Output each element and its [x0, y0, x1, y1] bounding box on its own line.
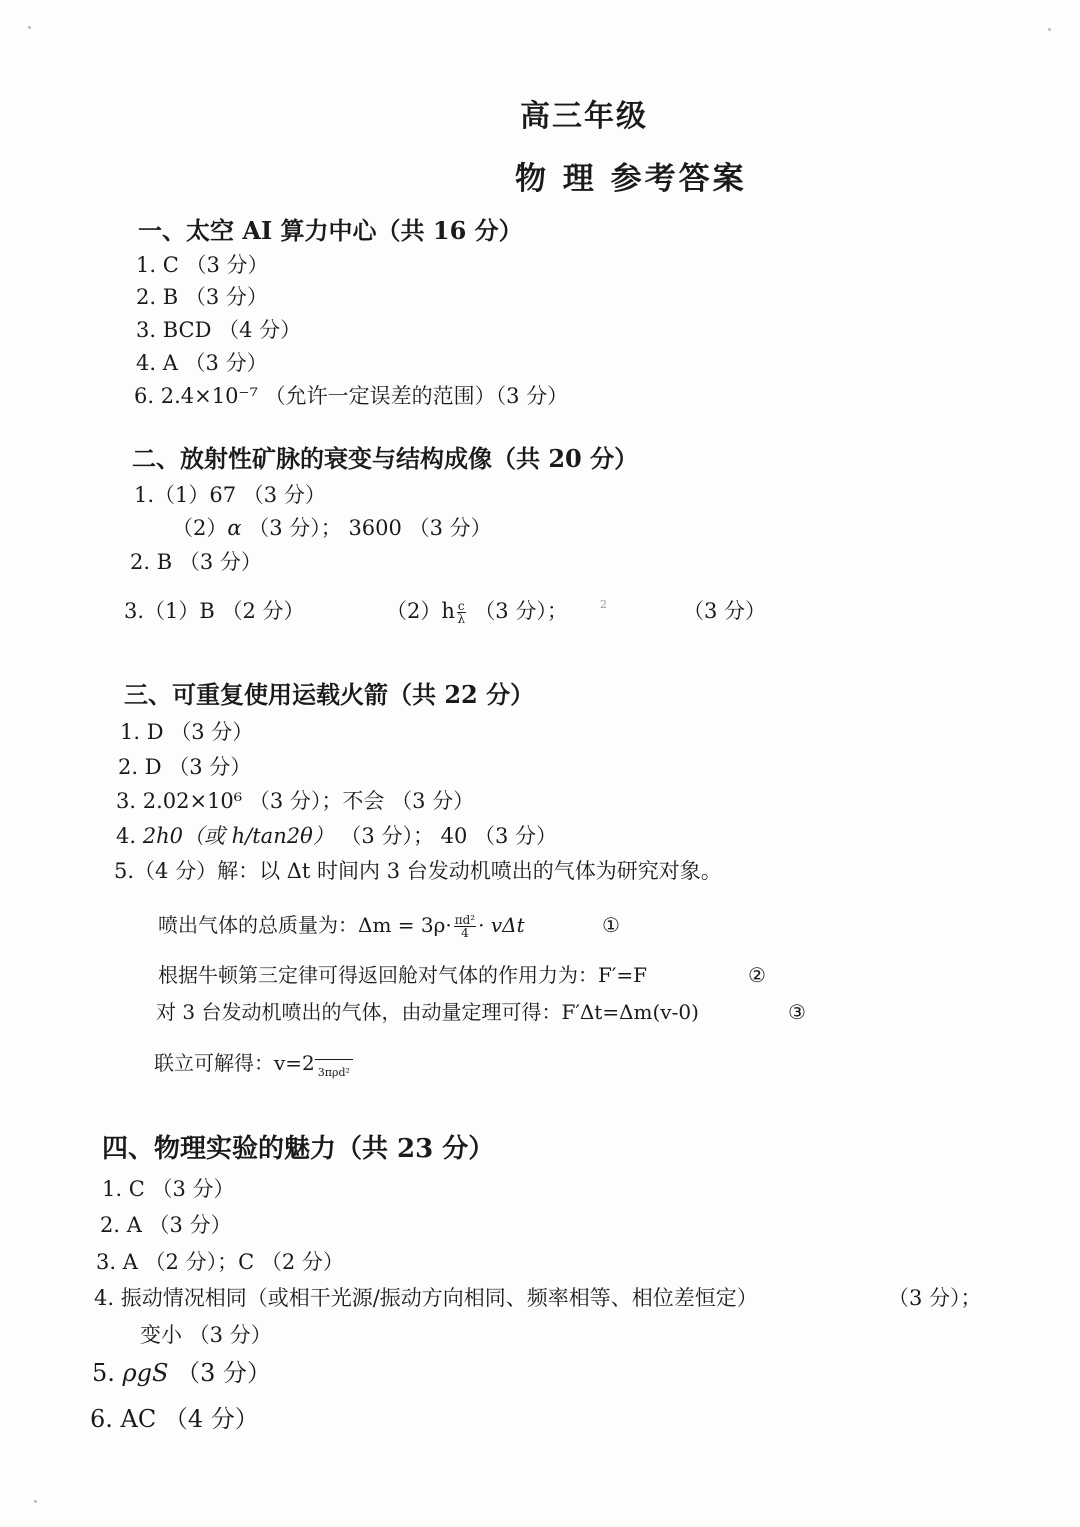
s2-answer-3-part1: 3.（1）B （2 分） — [124, 599, 305, 623]
scan-speck — [28, 26, 31, 29]
section-2-heading: 二、放射性矿脉的衰变与结构成像（共 20 分） — [132, 444, 639, 473]
equation-3: 对 3 台发动机喷出的气体，由动量定理可得：F′Δt=Δm(v-0) — [156, 1000, 699, 1024]
s4-answer-4-score: （3 分）； — [888, 1286, 982, 1310]
s3-a4-suffix: （3 分）； 40 （3 分） — [333, 824, 558, 848]
s4-answer-4-line2: 变小 （3 分） — [140, 1323, 272, 1347]
s1-answer-4: 4. A （3 分） — [136, 351, 268, 375]
photon-energy-fraction — [457, 600, 466, 625]
s3-a4-prefix: 4. — [116, 824, 143, 848]
scan-speck — [34, 1500, 37, 1503]
eq1-fraction — [454, 914, 476, 939]
section-4-heading: 四、物理实验的魅力（共 23 分） — [102, 1134, 495, 1164]
s1-answer-2: 2. B （3 分） — [136, 285, 268, 309]
eq4-radicand: 3πρd² — [315, 1059, 353, 1086]
s4-answer-2: 2. A （3 分） — [100, 1213, 232, 1237]
subject-title: 物 理 参考答案 — [515, 161, 747, 197]
equation-1 — [158, 912, 525, 939]
s2-a1b-prefix: （2） — [172, 516, 228, 540]
equation-4 — [154, 1050, 353, 1086]
s3-answer-3: 3. 2.02×10⁶ （3 分）；不会 （3 分） — [116, 789, 475, 813]
s2-a1b-suffix: （3 分）； 3600 （3 分） — [241, 516, 492, 540]
s2-a3b-prefix: （2）h — [386, 599, 455, 623]
s4-answer-1: 1. C （3 分） — [102, 1177, 235, 1201]
alpha-symbol: α — [227, 516, 242, 540]
eq1-prefix: 喷出气体的总质量为：Δm = 3ρ· — [158, 913, 452, 937]
s2-answer-2: 2. B （3 分） — [130, 550, 262, 574]
s1-answer-1: 1. C （3 分） — [136, 253, 269, 277]
equation-1-number: ① — [602, 913, 620, 937]
s2-answer-1-part2 — [172, 515, 492, 541]
equation-3-number: ③ — [788, 1000, 806, 1024]
eq1-denominator: 4 — [461, 926, 469, 940]
s2-answer-3-part2 — [386, 598, 568, 625]
s4-answer-6: 6. AC （4 分） — [90, 1405, 259, 1433]
scan-speck — [1048, 28, 1051, 31]
s1-answer-6: 6. 2.4×10⁻⁷ （允许一定误差的范围）（3 分） — [134, 384, 569, 408]
s2-answer-3-part3: （3 分） — [683, 599, 767, 623]
eq1-numerator: πd² — [454, 913, 476, 927]
s4-a5-prefix: 5. — [92, 1359, 123, 1387]
s4-a5-suffix: （3 分） — [168, 1359, 271, 1387]
fraction-denominator: λ — [457, 612, 466, 626]
fraction-numerator: c — [457, 599, 465, 613]
s3-answer-2: 2. D （3 分） — [118, 755, 252, 779]
eq1-suffix: · vΔt — [478, 913, 525, 937]
equation-2-number: ② — [748, 963, 766, 987]
s3-answer-5: 5.（4 分）解：以 Δt 时间内 3 台发动机喷出的气体为研究对象。 — [114, 859, 722, 883]
s2-a3b-suffix: （3 分）； — [467, 599, 568, 623]
s3-answer-1: 1. D （3 分） — [120, 720, 254, 744]
s3-a4-answer: 2h0 — [142, 824, 183, 848]
s2-answer-1-part1: 1.（1）67 （3 分） — [134, 483, 326, 507]
s3-a4-alternative: （或 h/tan2θ） — [182, 824, 334, 848]
eq4-prefix: 联立可解得：v=2 — [154, 1051, 315, 1075]
s1-answer-3: 3. BCD （4 分） — [136, 318, 302, 342]
grade-title: 高三年级 — [520, 99, 648, 134]
s4-answer-4-line1: 4. 振动情况相同（或相干光源/振动方向相同、频率相等、相位差恒定） — [94, 1286, 758, 1310]
s4-answer-3: 3. A （2 分）；C （2 分） — [96, 1250, 344, 1274]
equation-2: 根据牛顿第三定律可得返回舱对气体的作用力为：F′=F — [158, 963, 648, 987]
section-3-heading: 三、可重复使用运载火箭（共 22 分） — [124, 680, 535, 709]
faint-mark: 2 — [600, 598, 607, 611]
s3-answer-4 — [116, 823, 557, 849]
section-1-heading: 一、太空 AI 算力中心（共 16 分） — [138, 216, 523, 245]
s4-a5-answer: ρgS — [122, 1359, 169, 1387]
s4-answer-5 — [92, 1360, 271, 1386]
